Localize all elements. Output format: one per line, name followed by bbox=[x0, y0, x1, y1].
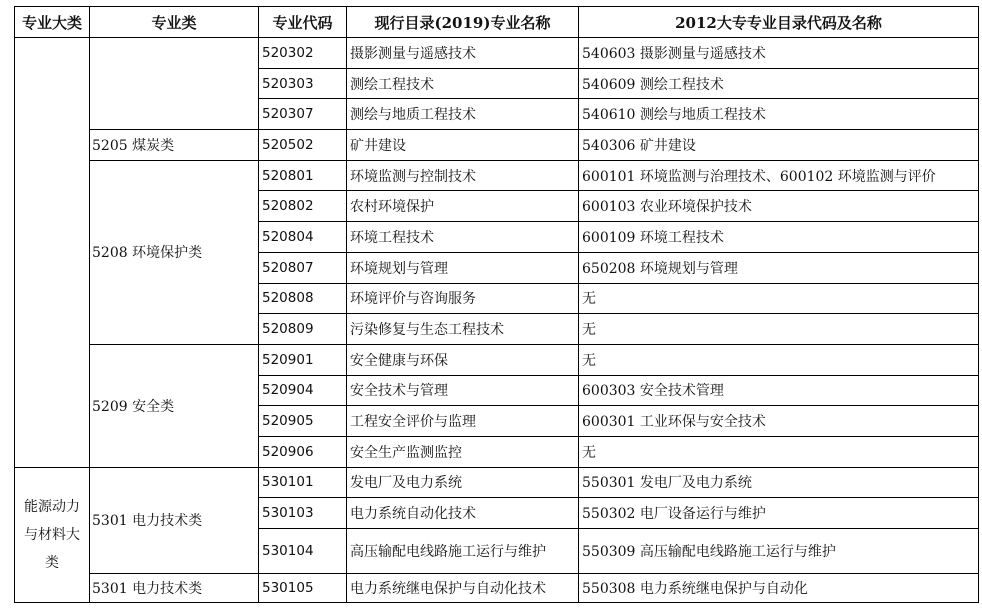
old-cell: 550309 高压输配电线路施工运行与维护 bbox=[579, 529, 979, 574]
name-cell: 高压输配电线路施工运行与维护 bbox=[347, 529, 579, 574]
old-cell: 550308 电力系统继电保护与自动化 bbox=[579, 574, 979, 603]
big-category-cell-energy: 能源动力与材料大类 bbox=[15, 467, 90, 602]
old-cell: 540603 摄影测量与遥感技术 bbox=[579, 38, 979, 69]
category-cell-power-2: 5301 电力技术类 bbox=[90, 574, 259, 603]
code-cell: 520808 bbox=[259, 283, 347, 314]
code-cell: 520804 bbox=[259, 222, 347, 253]
code-cell: 520502 bbox=[259, 130, 347, 161]
name-cell: 工程安全评价与监理 bbox=[347, 406, 579, 437]
header-current-name: 现行目录(2019)专业名称 bbox=[347, 7, 579, 38]
name-cell: 环境监测与控制技术 bbox=[347, 160, 579, 191]
table-row bbox=[15, 38, 979, 69]
old-cell: 600103 农业环境保护技术 bbox=[579, 191, 979, 222]
table-row bbox=[15, 574, 979, 603]
code-cell: 530105 bbox=[259, 574, 347, 603]
code-cell: 530104 bbox=[259, 529, 347, 574]
code-cell: 520802 bbox=[259, 191, 347, 222]
old-cell: 540306 矿井建设 bbox=[579, 130, 979, 161]
category-cell-safety: 5209 安全类 bbox=[90, 344, 259, 467]
name-cell: 发电厂及电力系统 bbox=[347, 467, 579, 498]
name-cell: 摄影测量与遥感技术 bbox=[347, 38, 579, 69]
code-cell: 520904 bbox=[259, 375, 347, 406]
name-cell: 环境规划与管理 bbox=[347, 252, 579, 283]
major-catalog-table bbox=[14, 6, 979, 603]
old-cell: 650208 环境规划与管理 bbox=[579, 252, 979, 283]
old-cell: 600109 环境工程技术 bbox=[579, 222, 979, 253]
code-cell: 520809 bbox=[259, 314, 347, 345]
name-cell: 安全技术与管理 bbox=[347, 375, 579, 406]
name-cell: 安全健康与环保 bbox=[347, 344, 579, 375]
old-cell: 无 bbox=[579, 283, 979, 314]
old-cell: 无 bbox=[579, 314, 979, 345]
category-cell-env: 5208 环境保护类 bbox=[90, 160, 259, 344]
code-cell: 520906 bbox=[259, 436, 347, 467]
old-cell: 600101 环境监测与治理技术、600102 环境监测与评价 bbox=[579, 160, 979, 191]
table-row bbox=[15, 130, 979, 161]
code-cell: 530103 bbox=[259, 498, 347, 529]
code-cell: 520303 bbox=[259, 68, 347, 99]
header-old-code-name: 2012大专专业目录代码及名称 bbox=[579, 7, 979, 38]
category-cell-blank bbox=[90, 38, 259, 130]
name-cell: 污染修复与生态工程技术 bbox=[347, 314, 579, 345]
name-cell: 环境工程技术 bbox=[347, 222, 579, 253]
category-cell-power: 5301 电力技术类 bbox=[90, 467, 259, 573]
code-cell: 520801 bbox=[259, 160, 347, 191]
header-category: 专业类 bbox=[90, 7, 259, 38]
header-big-category: 专业大类 bbox=[15, 7, 90, 38]
code-cell: 520307 bbox=[259, 99, 347, 130]
big-category-cell-blank bbox=[15, 38, 90, 468]
name-cell: 环境评价与咨询服务 bbox=[347, 283, 579, 314]
name-cell: 矿井建设 bbox=[347, 130, 579, 161]
old-cell: 550302 电厂设备运行与维护 bbox=[579, 498, 979, 529]
code-cell: 530101 bbox=[259, 467, 347, 498]
name-cell: 电力系统继电保护与自动化技术 bbox=[347, 574, 579, 603]
table-row bbox=[15, 467, 979, 498]
code-cell: 520905 bbox=[259, 406, 347, 437]
old-cell: 540609 测绘工程技术 bbox=[579, 68, 979, 99]
name-cell: 电力系统自动化技术 bbox=[347, 498, 579, 529]
old-cell: 600303 安全技术管理 bbox=[579, 375, 979, 406]
old-cell: 无 bbox=[579, 344, 979, 375]
table-row bbox=[15, 160, 979, 191]
name-cell: 农村环境保护 bbox=[347, 191, 579, 222]
table-row bbox=[15, 344, 979, 375]
code-cell: 520901 bbox=[259, 344, 347, 375]
category-cell-coal: 5205 煤炭类 bbox=[90, 130, 259, 161]
old-cell: 600301 工业环保与安全技术 bbox=[579, 406, 979, 437]
code-cell: 520807 bbox=[259, 252, 347, 283]
name-cell: 测绘与地质工程技术 bbox=[347, 99, 579, 130]
old-cell: 550301 发电厂及电力系统 bbox=[579, 467, 979, 498]
code-cell: 520302 bbox=[259, 38, 347, 69]
name-cell: 测绘工程技术 bbox=[347, 68, 579, 99]
old-cell: 无 bbox=[579, 436, 979, 467]
old-cell: 540610 测绘与地质工程技术 bbox=[579, 99, 979, 130]
header-code: 专业代码 bbox=[259, 7, 347, 38]
header-row bbox=[15, 7, 979, 38]
name-cell: 安全生产监测监控 bbox=[347, 436, 579, 467]
